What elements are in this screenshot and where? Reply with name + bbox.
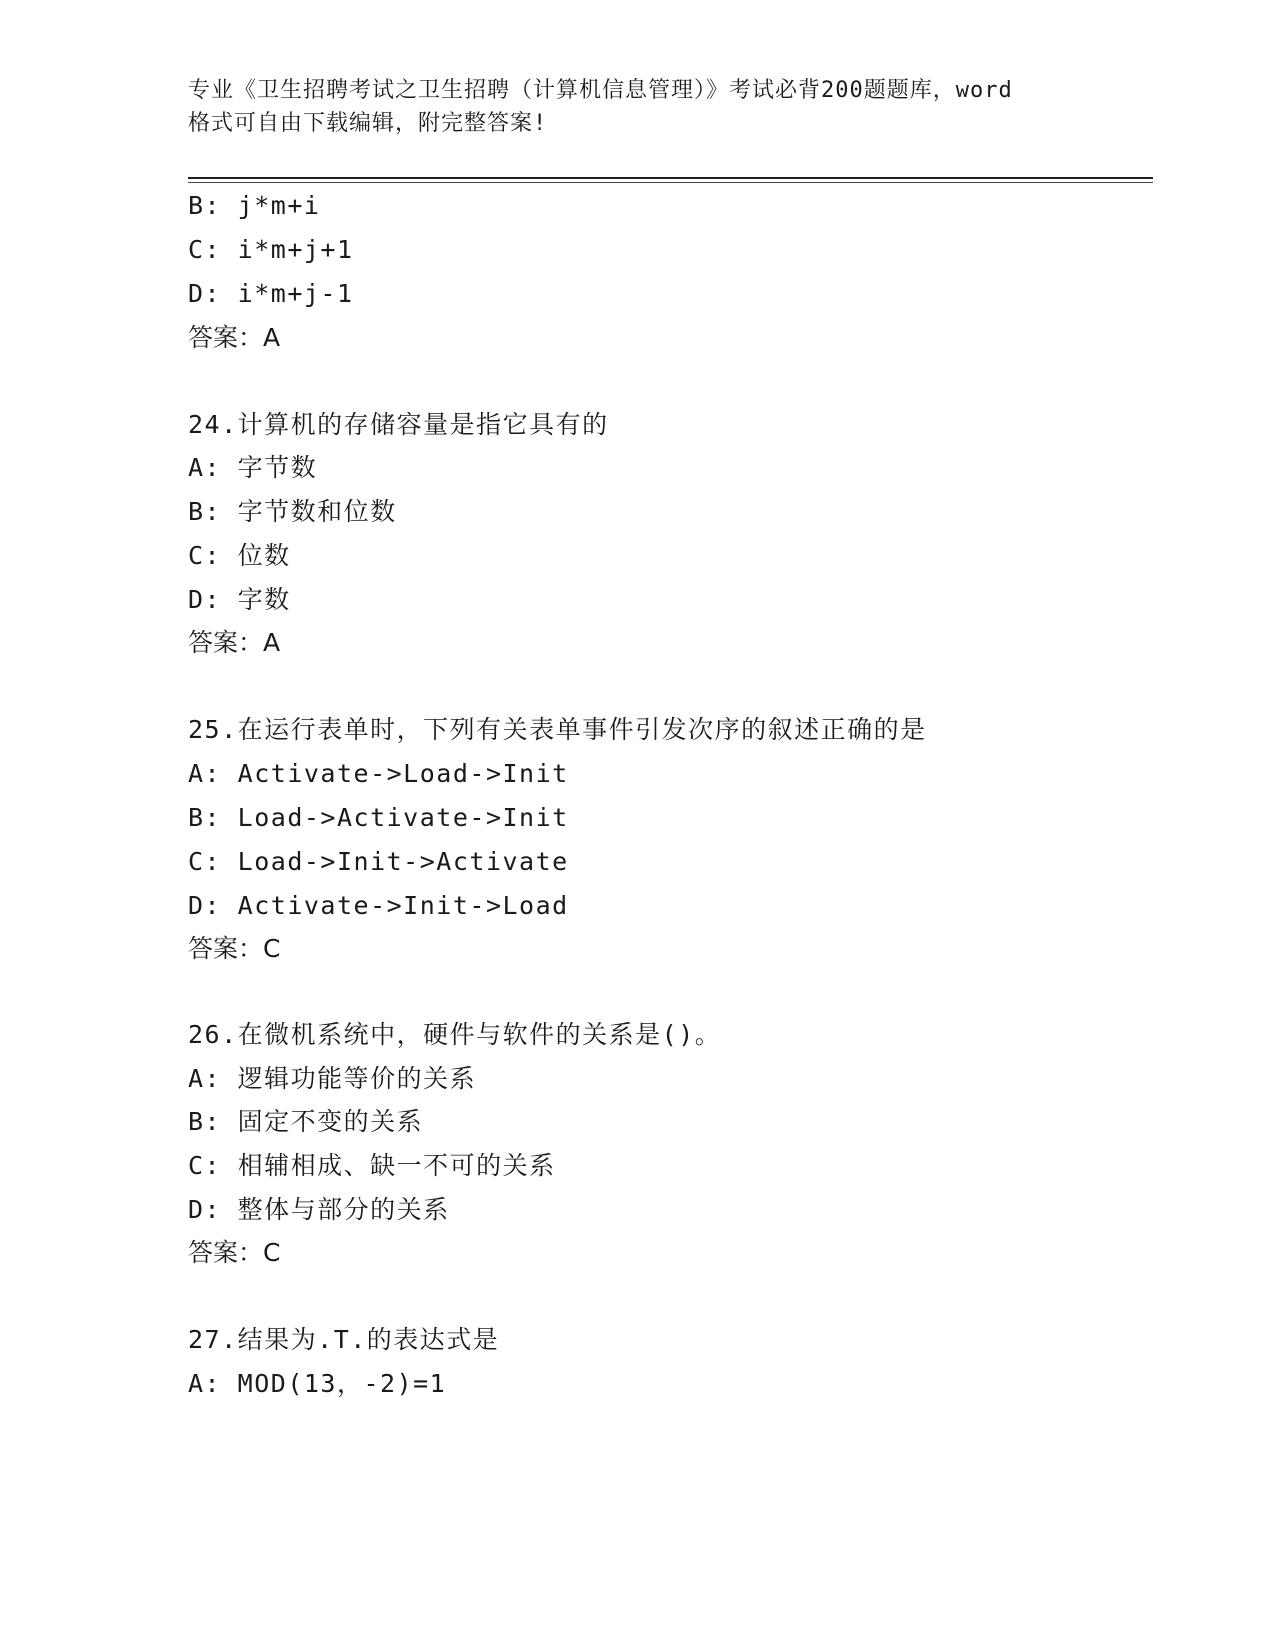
answer-line: 答案：C — [188, 934, 281, 963]
option-text: j*m+i — [237, 191, 321, 220]
answer-line: 答案：A — [188, 323, 281, 352]
option-b — [188, 802, 569, 834]
option-text: 字节数 — [237, 453, 318, 482]
option-text: Activate->Load->Init — [237, 759, 569, 788]
option-c — [188, 846, 569, 878]
option-c — [188, 1150, 556, 1182]
option-c — [188, 540, 291, 572]
option-d — [188, 584, 291, 616]
option-a — [188, 1063, 476, 1095]
question-stem: 25.在运行表单时，下列有关表单事件引发次序的叙述正确的是 — [188, 715, 927, 744]
option-label: B: — [188, 1107, 222, 1136]
option-text: MOD(13，-2)=1 — [237, 1369, 447, 1398]
option-text: 字节数和位数 — [237, 497, 397, 526]
option-b — [188, 1106, 423, 1138]
header-divider-thin — [188, 182, 1153, 183]
option-text: Activate->Init->Load — [237, 891, 569, 920]
answer-line: 答案：A — [188, 628, 281, 657]
option-label: A: — [188, 759, 222, 788]
option-d — [188, 890, 569, 922]
question-stem: 26.在微机系统中，硬件与软件的关系是()。 — [188, 1020, 722, 1049]
header-divider-thick — [188, 177, 1153, 179]
option-text: 字数 — [237, 585, 291, 614]
option-text: 固定不变的关系 — [237, 1107, 424, 1136]
option-text: 相辅相成、缺一不可的关系 — [237, 1151, 556, 1180]
option-text: 整体与部分的关系 — [237, 1195, 450, 1224]
option-label: A: — [188, 1064, 222, 1093]
option-d — [188, 278, 354, 310]
option-a — [188, 758, 569, 790]
header-line-1: 专业《卫生招聘考试之卫生招聘（计算机信息管理）》考试必背200题题库，word — [188, 78, 1013, 103]
option-text: 逻辑功能等价的关系 — [237, 1064, 477, 1093]
option-label: A: — [188, 453, 222, 482]
option-b — [188, 496, 397, 528]
question-stem: 24.计算机的存储容量是指它具有的 — [188, 410, 609, 439]
option-label: D: — [188, 279, 222, 308]
option-a — [188, 1368, 446, 1400]
option-b — [188, 190, 320, 222]
option-text: 位数 — [237, 541, 291, 570]
option-label: A: — [188, 1369, 222, 1398]
option-label: B: — [188, 497, 222, 526]
option-label: D: — [188, 585, 222, 614]
option-label: C: — [188, 1151, 222, 1180]
option-text: Load->Activate->Init — [237, 803, 569, 832]
option-c — [188, 234, 354, 266]
option-label: D: — [188, 891, 222, 920]
option-label: C: — [188, 235, 222, 264]
document-header — [188, 74, 1088, 140]
option-text: Load->Init->Activate — [237, 847, 569, 876]
question-stem: 27.结果为.T.的表达式是 — [188, 1325, 500, 1354]
option-label: C: — [188, 847, 222, 876]
answer-line: 答案：C — [188, 1238, 281, 1267]
option-label: B: — [188, 803, 222, 832]
option-label: B: — [188, 191, 222, 220]
option-label: C: — [188, 541, 222, 570]
option-text: i*m+j-1 — [237, 279, 354, 308]
header-line-2: 格式可自由下载编辑，附完整答案! — [188, 111, 548, 136]
option-text: i*m+j+1 — [237, 235, 354, 264]
option-d — [188, 1194, 450, 1226]
option-a — [188, 452, 317, 484]
option-label: D: — [188, 1195, 222, 1224]
